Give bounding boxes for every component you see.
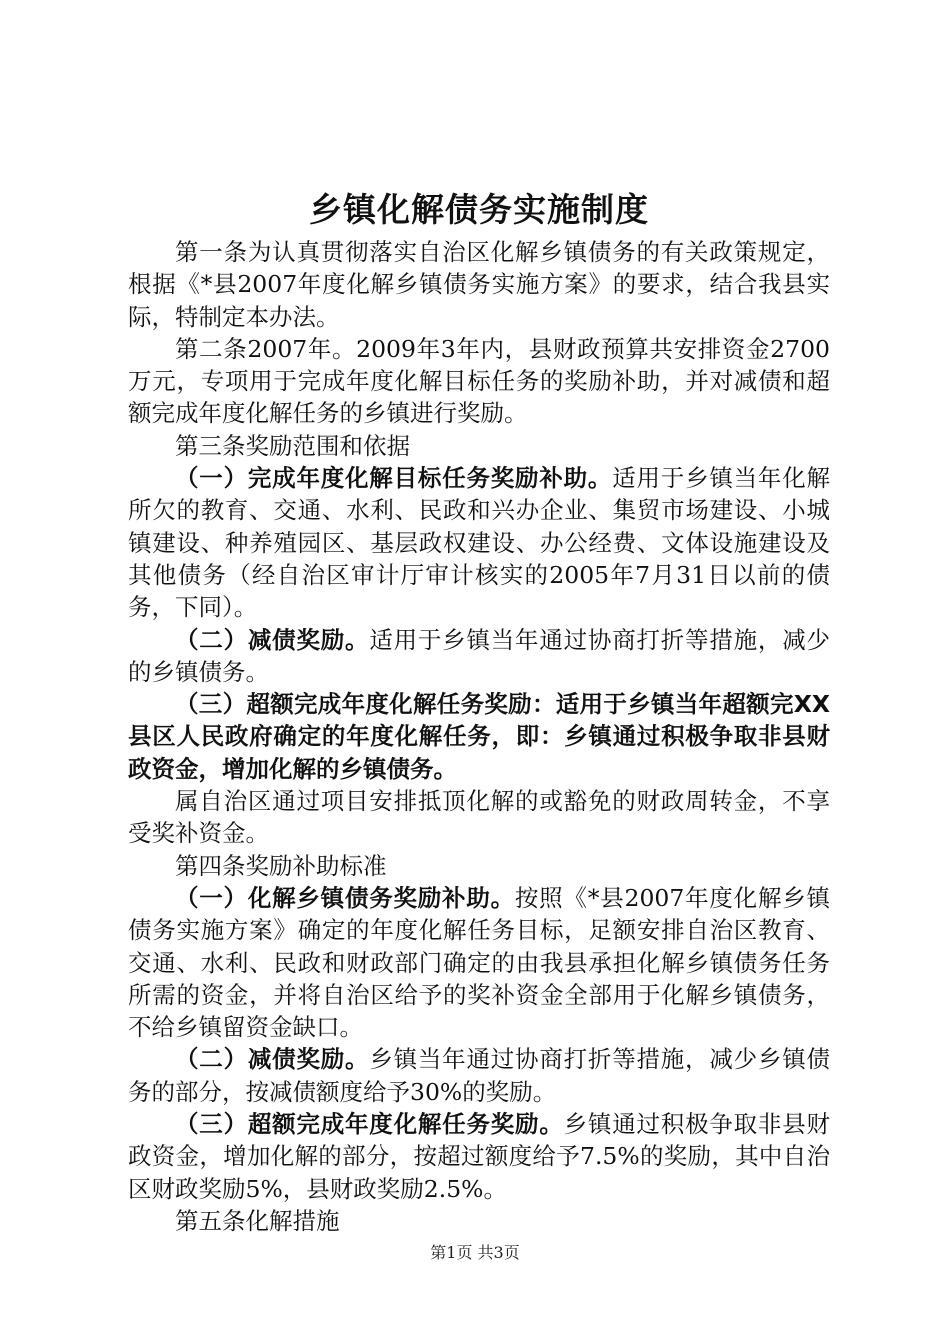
- item-body: 适用于乡镇当年化解所欠的教育、交通、水利、民政和兴办企业、集贸市场建设、小城镇建设、种养殖园区、基层政权建设、办公经费、文体设施建设及其他债务（经自治区审计厅审计核实的2005年7月31日以前的债务，下同）。: [128, 464, 831, 622]
- article-3-heading: 第三条奖励范围和依据: [175, 431, 410, 460]
- document-body: [128, 188, 830, 1237]
- item-body: 乡镇通过积极争取非县财政资金，增加化解的部分，按超过额度给予7.5%的奖励，其中自治区财政奖励5%，县财政奖励2.5%。: [128, 1110, 831, 1203]
- item-body: 按照《*县2007年度化解乡镇债务实施方案》确定的年度化解任务目标，足额安排自治区教育、交通、水利、民政和财政部门确定的由我县承担化解乡镇债务任务所需的资金，并将自治区给予的奖补资金全部用于化解乡镇债务，不给乡镇留资金缺口。: [128, 883, 830, 1042]
- article-2-paragraph: 第二条2007年。2009年3年内，县财政预算共安排资金2700万元，专项用于完成年度化解目标任务的奖励补助，并对减债和超额完成年度化解任务的乡镇进行奖励。: [128, 334, 830, 428]
- article-5-heading: 第五条化解措施: [175, 1206, 340, 1235]
- document-title: 乡镇化解债务实施制度: [309, 190, 649, 229]
- item-heading: （三）超额完成年度化解任务奖励。: [175, 1110, 564, 1139]
- item-heading: （一）化解乡镇债务奖励补助。: [175, 883, 515, 912]
- item-heading: （三）超额完成年度化解任务奖励：适用于乡镇当年超额完XX县区人民政府确定的年度化解任务，即：乡镇通过积极争取非县财政资金，增加化解的乡镇债务。: [128, 690, 830, 783]
- item-body: 乡镇当年通过协商打折等措施，减少乡镇债务的部分，按减债额度给予30%的奖励。: [128, 1045, 831, 1106]
- article-4-heading: 第四条奖励补助标准: [175, 851, 387, 880]
- article-4-item-3: [128, 1108, 830, 1205]
- article-1-paragraph: 第一条为认真贯彻落实自治区化解乡镇债务的有关政策规定，根据《*县2007年度化解乡镇债务实施方案》的要求，结合我县实际，特制定本办法。: [128, 238, 830, 331]
- item-heading: （一）完成年度化解目标任务奖励补助。: [175, 464, 613, 493]
- article-3-note: 属自治区通过项目安排抵顶化解的或豁免的财政周转金，不享受奖补资金。: [128, 787, 830, 848]
- item-heading: （二）减债奖励。: [175, 625, 370, 654]
- article-3-item-2: [128, 624, 830, 689]
- item-body: 适用于乡镇当年通过协商打折等措施，减少的乡镇债务。: [128, 625, 831, 686]
- page-footer: 第1页 共3页: [430, 1243, 520, 1262]
- item-heading: （二）减债奖励。: [175, 1045, 370, 1074]
- article-4-item-1: [128, 882, 830, 1043]
- article-3-item-3: [128, 688, 830, 785]
- article-4-item-2: [128, 1043, 830, 1108]
- article-3-item-1: [128, 462, 830, 623]
